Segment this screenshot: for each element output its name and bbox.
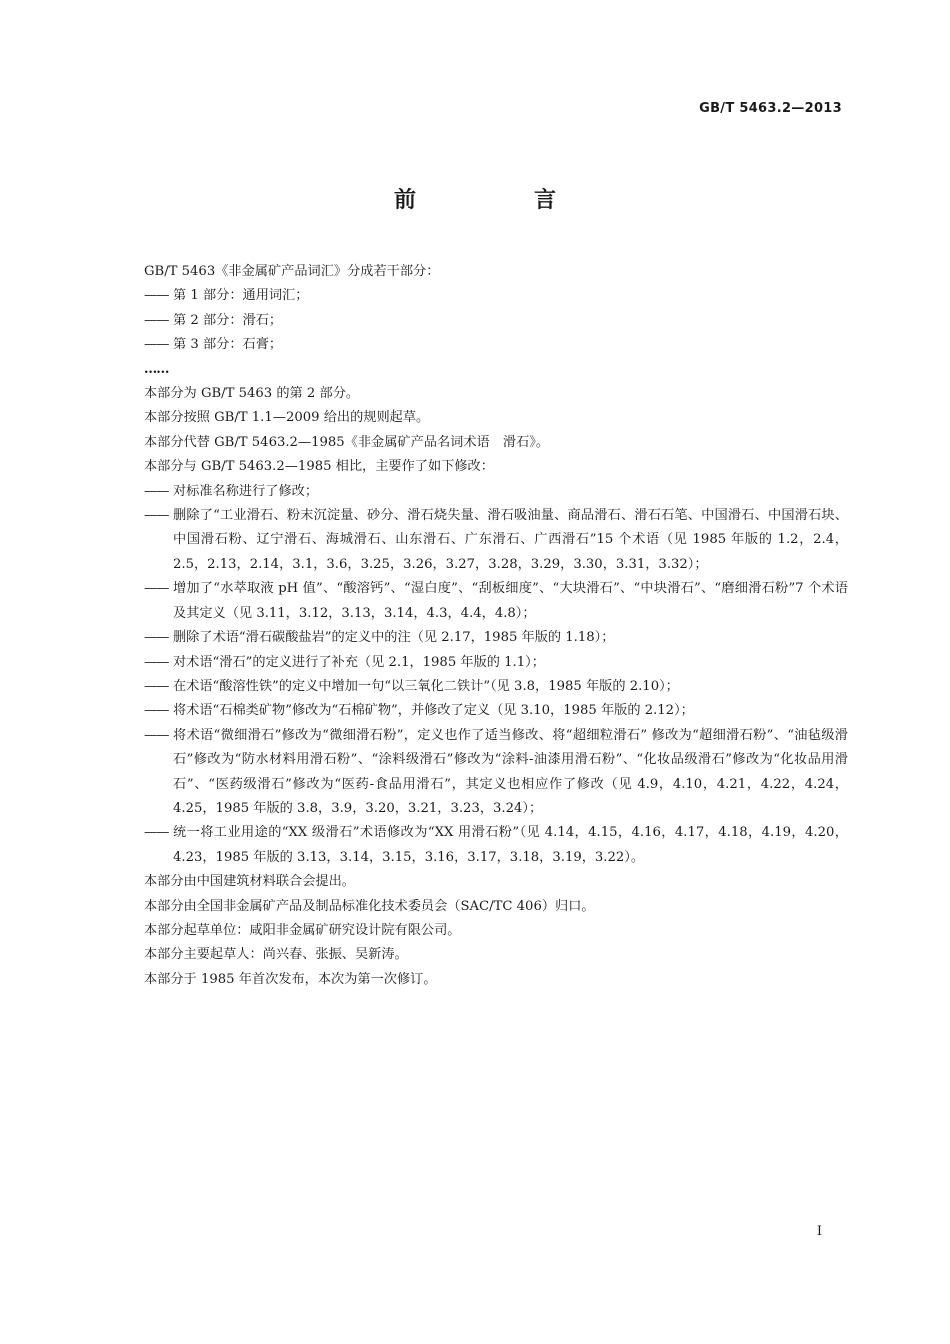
change-item: [144, 675, 848, 699]
page-title: 前 言: [393, 188, 604, 213]
change-item: [144, 480, 848, 504]
change-item: [144, 821, 848, 870]
ellipsis: ……: [144, 361, 169, 377]
change-item: [144, 651, 848, 675]
change-item-text: 对术语“滑石”的定义进行了补充（见 2.1，1985 年版的 1.1）；: [173, 654, 545, 670]
dash-marker: ——: [144, 288, 169, 304]
change-item-text: 在术语“酸溶性铁”的定义中增加一句“以三氧化二铁计”（见 3.8，1985 年版的 2.10）；: [173, 678, 679, 694]
dash-marker: ——: [144, 654, 169, 670]
part-item-text: 第 1 部分：通用词汇；: [173, 288, 309, 304]
change-item-text: 删除了术语“滑石碳酸盐岩”的定义中的注（见 2.17，1985 年版的 1.18）；: [173, 630, 615, 646]
closing-paragraph: 本部分由中国建筑材料联合会提出。: [144, 874, 355, 890]
part-item: [144, 333, 848, 357]
page-number: I: [816, 1224, 822, 1239]
part-item-text: 第 3 部分：石膏；: [173, 337, 283, 353]
change-item-text: 将术语“微细滑石”修改为“微细滑石粉”，定义也作了适当修改、将“超细粒滑石” 修改为“超细滑石粉”、“油毡级滑石”修改为“防水材料用滑石粉”、“涂料级滑石”修改为“涂料-油漆用滑石粉”、“化妆品级滑石”修改为“化妆品用滑石”、“医药级滑石”修改为“医药-食品用滑石”，其定义也相应作了修改（见 4.9，4.10，4.21，4.22，4.24，4.25，1985 年版的 3.8，3.9，3.20，3.21，3.23，3.24）；: [173, 727, 848, 816]
dash-marker: ——: [144, 312, 169, 328]
part-item: [144, 284, 848, 308]
dash-marker: ——: [144, 337, 169, 353]
change-item: [144, 626, 848, 650]
dash-marker: ——: [144, 703, 169, 719]
change-item-text: 对标准名称进行了修改；: [173, 483, 319, 499]
dash-marker: ——: [144, 630, 169, 646]
closing-paragraph: 本部分主要起草人：尚兴春、张振、吴新涛。: [144, 947, 408, 963]
standard-code: GB/T 5463.2—2013: [699, 101, 842, 116]
dash-marker: ——: [144, 727, 169, 743]
change-item-text: 将术语“石棉类矿物”修改为“石棉矿物”，并修改了定义（见 3.10，1985 年版的 2.12）；: [173, 703, 694, 719]
closing-paragraph: 本部分由全国非金属矿产品及制品标准化技术委员会（SAC/TC 406）归口。: [144, 898, 595, 914]
change-item: [144, 724, 848, 822]
part-item: [144, 309, 848, 333]
statement-paragraph: 本部分为 GB/T 5463 的第 2 部分。: [144, 386, 360, 402]
statement-paragraph: 本部分与 GB/T 5463.2—1985 相比，主要作了如下修改：: [144, 459, 494, 475]
closing-paragraph: 本部分于 1985 年首次发布，本次为第一次修订。: [144, 971, 437, 987]
change-item: [144, 504, 848, 577]
change-item-text: 增加了“水萃取液 pH 值”、“酸溶钙”、“湿白度”、“刮板细度”、“大块滑石”、“中块滑石”、“磨细滑石粉”7 个术语及其定义（见 3.11，3.12，3.13，3.14，4.3，4.4，4.8）；: [173, 581, 848, 621]
change-item: [144, 699, 848, 723]
statement-paragraph: 本部分代替 GB/T 5463.2—1985《非金属矿产品名词术语 滑石》。: [144, 434, 550, 450]
dash-marker: ——: [144, 825, 169, 841]
change-item-text: 统一将工业用途的“XX 级滑石”术语修改为“XX 用滑石粉”（见 4.14，4.15，4.16，4.17，4.18，4.19，4.20，4.23，1985 年版的 3.13，3.14，3.15，3.16，3.17，3.18，3.19，3.22）。: [173, 825, 848, 865]
closing-paragraph: 本部分起草单位：咸阳非金属矿研究设计院有限公司。: [144, 922, 461, 938]
intro-paragraph: GB/T 5463《非金属矿产品词汇》分成若干部分：: [144, 264, 440, 279]
dash-marker: ——: [144, 508, 169, 524]
statement-paragraph: 本部分按照 GB/T 1.1—2009 给出的规则起草。: [144, 410, 430, 426]
dash-marker: ——: [144, 678, 169, 694]
change-item: [144, 577, 848, 626]
change-item-text: 删除了“工业滑石、粉末沉淀量、砂分、滑石烧失量、滑石吸油量、商品滑石、滑石石笔、中国滑石、中国滑石块、中国滑石粉、辽宁滑石、海城滑石、山东滑石、广东滑石、广西滑石”15 个术语（见 1985 年版的 1.2，2.4，2.5，2.13，2.14，3.1，3.6，3.25，3.26，3.27，3.28，3.29，3.30，3.31，3.32）；: [173, 508, 848, 572]
part-item-text: 第 2 部分：滑石；: [173, 312, 283, 328]
dash-marker: ——: [144, 581, 169, 597]
foreword-body: [144, 260, 848, 992]
dash-marker: ——: [144, 483, 169, 499]
